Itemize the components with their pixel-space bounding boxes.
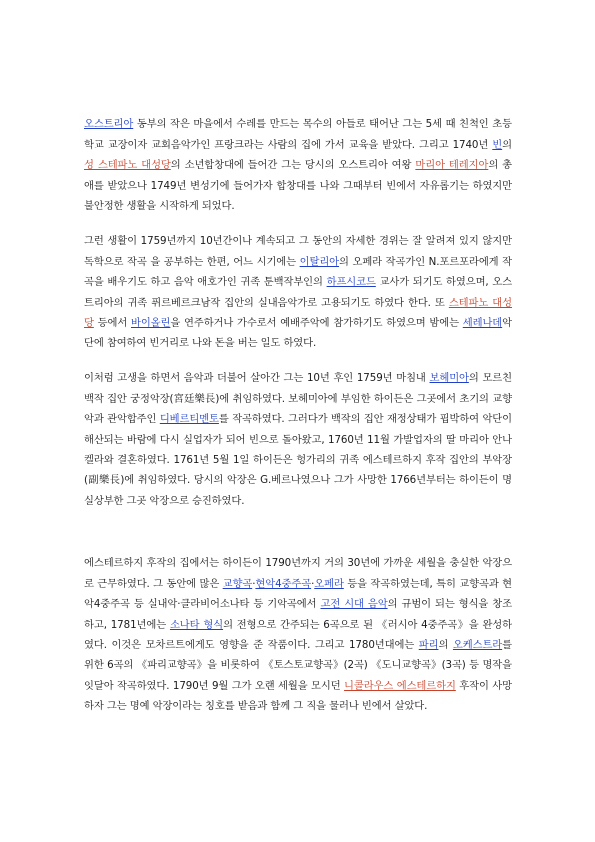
paragraph-text: 을 연주하거나 가수로서 예배주악에 참가하기도 하였으며 밤에는 xyxy=(170,316,463,329)
paragraph-text: 의 xyxy=(438,638,453,651)
paragraph-text: 등을 작곡하였는데, 특히 교향곡과 현악4중주곡 등 실내악·클라비어소나타 등 기악곡에서 xyxy=(84,577,512,611)
hyperlink[interactable]: 스테파노 대성당 xyxy=(84,296,512,329)
hyperlink[interactable]: 니콜라우스 에스테르하지 xyxy=(344,679,456,692)
paragraph-text: 를 위한 6곡의 《파리교향곡》을 비롯하여 《토스토교향곡》(2곡) 《도니교향곡》(3곡) 등 명작을 잇달아 작곡하였다. 1790년 9월 그가 오랜 세월을 모시던 xyxy=(84,638,512,692)
hyperlink[interactable]: 디베르티멘토 xyxy=(159,413,219,426)
hyperlink[interactable]: 하프시코드 xyxy=(326,276,376,289)
paragraph-text: 의 소년합창대에 들어간 그는 당시의 오스트리아 여왕 xyxy=(170,159,416,172)
hyperlink[interactable]: 교향곡 xyxy=(222,577,253,590)
hyperlink[interactable]: 오케스트라 xyxy=(452,638,503,651)
paragraph-text: 의 오페라 작곡가인 N.포르포라에게 작곡을 배우기도 하고 음악 애호가인 귀족 툰백작부인의 xyxy=(84,255,512,289)
paragraph-text: 의 총애를 받았으나 1749년 변성기에 들어가자 합창대를 나와 그때부터 빈에서 자유롭기는 하였지만 불안정한 생활을 시작하게 되었다. xyxy=(84,159,513,212)
paragraph-text: 에스테르하지 후작의 집에서는 하이든이 1790년까지 거의 30년에 가까운 세월을 충실한 악장으로 근무하였다. 그 동안에 많은 xyxy=(84,557,512,590)
paragraph-2 xyxy=(84,231,512,353)
paragraph-text: · xyxy=(252,577,256,590)
paragraph-text: 그런 생활이 1759년까지 10년간이나 계속되고 그 동안의 자세한 경위는 잘 알려져 있지 않지만 독학으로 작곡 을 공부하는 한편, 어느 시기에는 xyxy=(84,235,512,268)
paragraph-text: 의 모르친백작 집안 궁정악장(宮廷樂長)에 취임하였다. 보헤미아에 부임한 하이든은 그곳에서 초기의 교향악과 관악합주인 xyxy=(84,372,512,426)
paragraph-4 xyxy=(84,553,512,716)
hyperlink[interactable]: 바이올린 xyxy=(130,316,171,329)
paragraph-text: 동부의 작은 마을에서 수레를 만드는 목수의 아들로 태어난 그는 5세 때 친척인 초등학교 교장이자 교회음악가인 프랑크라는 사람의 집에 가서 교육을 받았다. 그리고 1740년 xyxy=(84,118,512,151)
hyperlink[interactable]: 소나타 형식 xyxy=(169,618,224,631)
hyperlink[interactable]: 성 스테파노 대성당 xyxy=(84,159,171,172)
hyperlink[interactable]: 보헤미아 xyxy=(429,372,469,385)
paragraph-3 xyxy=(84,368,512,511)
paragraph-text: 이처럼 고생을 하면서 음악과 더불어 살아간 그는 10년 후인 1759년 마침내 xyxy=(84,372,430,385)
hyperlink[interactable]: 이탈리아 xyxy=(299,255,340,268)
paragraph-text: 의 xyxy=(502,138,512,151)
paragraph-text: 악단에 참여하여 빈거리로 나와 돈을 버는 일도 하였다. xyxy=(84,316,513,350)
paragraph-text: 후작이 사망하자 그는 명예 악장이라는 칭호를 받음과 함께 그 직을 물러나 빈에서 살았다. xyxy=(84,679,512,713)
hyperlink[interactable]: 세레나데 xyxy=(462,316,503,329)
paragraph-text: 등에서 xyxy=(93,316,131,329)
paragraph-text: 의 전형으로 간주되는 6곡으로 된 《러시아 4중주곡》을 완성하였다. 이것은 모차르트에게도 영향을 준 작품이다. 그리고 1780년대에는 xyxy=(84,618,512,651)
hyperlink[interactable]: 빈 xyxy=(492,138,503,151)
hyperlink[interactable]: 고전 시대 음악 xyxy=(320,598,388,611)
hyperlink[interactable]: 오스트리아 xyxy=(84,118,134,131)
hyperlink[interactable]: 마리아 테레지아 xyxy=(415,159,489,172)
paragraph-1 xyxy=(84,114,512,216)
paragraph-text: 를 작곡하였다. 그러다가 백작의 집안 재정상태가 핍박하여 악단이 해산되는 바람에 다시 실업자가 되어 빈으로 돌아왔고, 1760년 11월 가발업자의 딸 마리아 안나 켈라와 결혼하였다. 1761년 5월 1일 하이든은 헝가리의 귀족 에스테르하지 후작 집안의 부악장(副樂長)에 취임하였다. 당시의 악장은 G.베르나였으나 그가 사망한 1766년부터는 하이든이 명실상부한 그곳 악장으로 승진하였다. xyxy=(84,413,513,507)
paragraph-text: · xyxy=(311,577,315,590)
hyperlink[interactable]: 현악4중주곡 xyxy=(255,577,312,590)
hyperlink[interactable]: 오페라 xyxy=(314,577,344,590)
paragraph-text: 의 규범이 되는 형식을 창조하고, 1781년에는 xyxy=(84,598,512,631)
hyperlink[interactable]: 파리 xyxy=(418,638,439,651)
paragraph-text: 교사가 되기도 하였으며, 오스트리아의 귀족 퓌르베르크남작 집안의 실내음악가로 고용되기도 하였다 한다. 또 xyxy=(84,276,512,309)
